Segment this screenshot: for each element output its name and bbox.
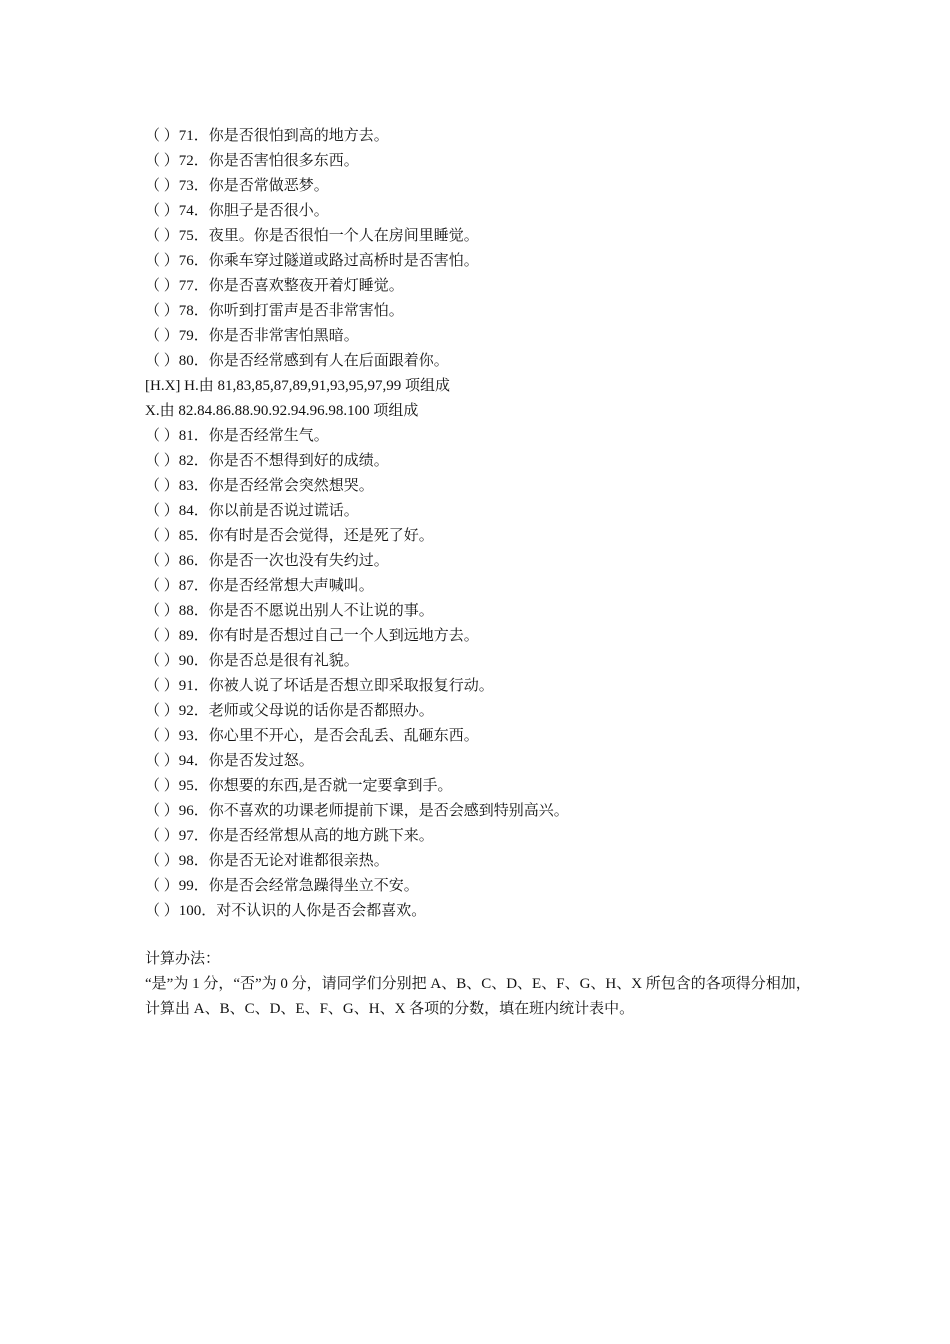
question-88: （ ）88．你是否不愿说出别人不让说的事。 — [145, 603, 434, 619]
question-79: （ ）79．你是否非常害怕黑暗。 — [145, 328, 359, 344]
question-99: （ ）99．你是否会经常急躁得坐立不安。 — [145, 878, 419, 894]
question-75: （ ）75．夜里。你是否很怕一个人在房间里睡觉。 — [145, 228, 479, 244]
question-82: （ ）82．你是否不想得到好的成绩。 — [145, 453, 389, 469]
question-78: （ ）78．你听到打雷声是否非常害怕。 — [145, 303, 404, 319]
question-73: （ ）73．你是否常做恶梦。 — [145, 178, 329, 194]
question-83: （ ）83．你是否经常会突然想哭。 — [145, 478, 374, 494]
scoring-section — [145, 947, 825, 1022]
question-85: （ ）85．你有时是否会觉得，还是死了好。 — [145, 528, 434, 544]
question-97: （ ）97．你是否经常想从高的地方跳下来。 — [145, 828, 434, 844]
question-81: （ ）81．你是否经常生气。 — [145, 428, 329, 444]
question-80: （ ）80．你是否经常感到有人在后面跟着你。 — [145, 353, 449, 369]
question-89: （ ）89．你有时是否想过自己一个人到远地方去。 — [145, 628, 479, 644]
question-94: （ ）94．你是否发过怒。 — [145, 753, 314, 769]
question-74: （ ）74．你胆子是否很小。 — [145, 203, 329, 219]
question-list-part2 — [145, 424, 825, 924]
scoring-title: 计算办法： — [145, 951, 221, 967]
question-90: （ ）90．你是否总是很有礼貌。 — [145, 653, 359, 669]
question-list-part1 — [145, 124, 825, 374]
section-header — [145, 374, 825, 424]
question-92: （ ）92．老师或父母说的话你是否都照办。 — [145, 703, 434, 719]
question-71: （ ）71．你是否很怕到高的地方去。 — [145, 128, 389, 144]
question-100: （ ）100．对不认识的人你是否会都喜欢。 — [145, 903, 427, 919]
question-76: （ ）76．你乘车穿过隧道或路过高桥时是否害怕。 — [145, 253, 479, 269]
question-72: （ ）72．你是否害怕很多东西。 — [145, 153, 359, 169]
question-96: （ ）96．你不喜欢的功课老师提前下课，是否会感到特别高兴。 — [145, 803, 569, 819]
document-page — [145, 124, 825, 1022]
question-77: （ ）77．你是否喜欢整夜开着灯睡觉。 — [145, 278, 404, 294]
section-header-line2: X.由 82.84.86.88.90.92.94.96.98.100 项组成 — [145, 403, 419, 419]
question-98: （ ）98．你是否无论对谁都很亲热。 — [145, 853, 389, 869]
question-95: （ ）95．你想要的东西,是否就一定要拿到手。 — [145, 778, 453, 794]
question-93: （ ）93．你心里不开心，是否会乱丢、乱砸东西。 — [145, 728, 479, 744]
question-87: （ ）87．你是否经常想大声喊叫。 — [145, 578, 374, 594]
question-86: （ ）86．你是否一次也没有失约过。 — [145, 553, 389, 569]
question-91: （ ）91．你被人说了坏话是否想立即采取报复行动。 — [145, 678, 494, 694]
scoring-body: “是”为 1 分，“否”为 0 分，请同学们分别把 A、B、C、D、E、F、G、H、X 所包含的各项得分相加，计算出 A、B、C、D、E、F、G、H、X 各项的分数，填在班内统计表中。 — [145, 976, 811, 1017]
question-84: （ ）84．你以前是否说过谎话。 — [145, 503, 359, 519]
section-header-line1: [H.X] H.由 81,83,85,87,89,91,93,95,97,99 项组成 — [145, 378, 450, 394]
section-spacer — [145, 924, 825, 947]
